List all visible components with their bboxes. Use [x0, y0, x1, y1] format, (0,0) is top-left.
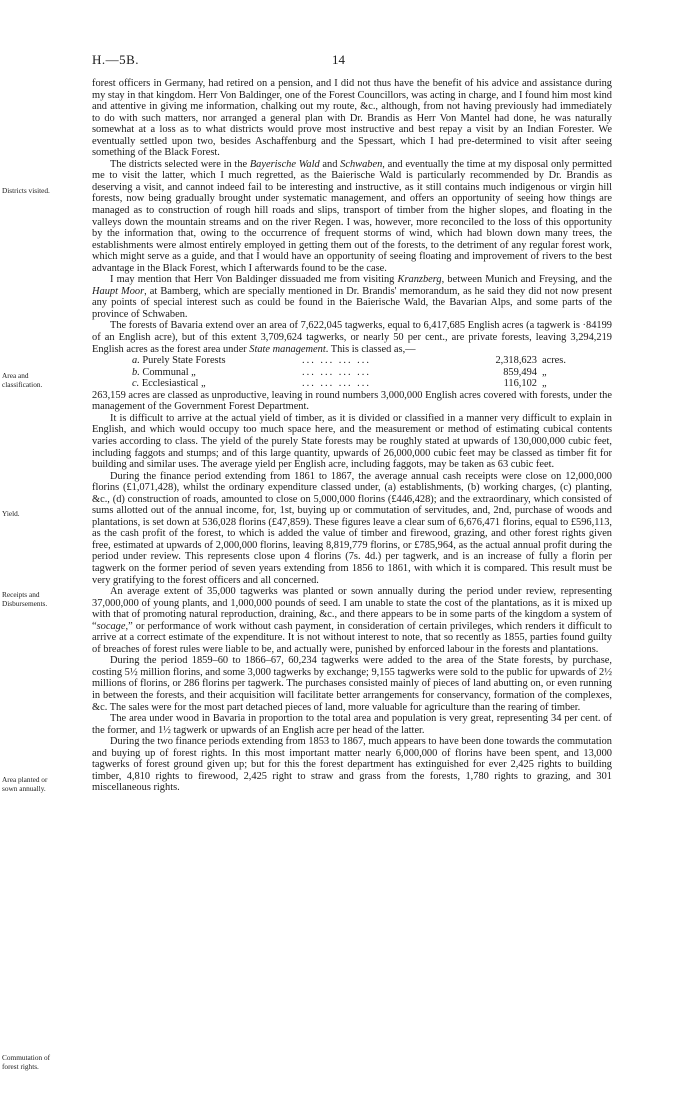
page-number: 14 — [332, 52, 345, 67]
margin-note-planted — [2, 776, 92, 793]
paragraph-planted — [92, 586, 612, 655]
classification-value: 859,494 — [503, 366, 537, 378]
margin-note-line: Commutation of — [2, 1053, 51, 1062]
classification-label — [132, 378, 206, 390]
paragraph: During the period 1859–60 to 1866–67, 60,234 tagwerks were added to the area of the State forests, by purchase, costing 5½ million florins, and some 3,000 tagwerks by exchange; 9,155 tagwerks were sold to the public for upwards of 2½ millions of florins, or 286 florins per tagwerk. The purchases consisted mainly of pieces of land abutting on, or even running in between the forests, and their acquisition will facilitate better arrangements for conservancy, formation of the complexes, &c. The sales were for the most part detached pieces of land, more valuable for agriculture than the rearing of timber. — [92, 655, 612, 713]
classification-letter: b. — [132, 366, 140, 378]
classification-name: Communal „ — [142, 366, 196, 378]
margin-note-line: Receipts and — [2, 590, 40, 599]
classification-unit: „ — [542, 378, 547, 390]
italic-term: Haupt Moor — [92, 285, 145, 297]
paragraph — [92, 274, 612, 320]
margin-note-yield — [2, 510, 92, 519]
margin-note-districts — [2, 187, 92, 196]
classification-letter: c. — [132, 378, 140, 390]
italic-term: State management — [249, 343, 326, 355]
margin-note-line: forest rights. — [2, 1061, 39, 1071]
margin-note-line: classification. — [2, 379, 43, 389]
classification-unit: acres. — [542, 355, 566, 367]
classification-letter: a. — [132, 355, 140, 367]
classification-row — [92, 355, 612, 367]
margin-note-line: sown annually. — [2, 783, 46, 793]
classification-label — [132, 367, 196, 379]
italic-term: socage — [96, 620, 126, 632]
text-run: , at Bamberg, which are specially mentioned in Dr. Brandis' memorandum, as he said they did not now present any points of special interest such as could be found in the Baierische Wald, the Bavarian Alps, and some parts of the province of Schwaben. — [92, 285, 612, 320]
text-run: . This is classed as,— — [325, 343, 416, 355]
margin-note-line: Area planted or — [2, 775, 48, 784]
classification-row — [92, 367, 612, 379]
paragraph: 263,159 acres are classed as unproductive, leaving in round numbers 3,000,000 English acres covered with forests, under the management of the Government Forest Department. — [92, 389, 612, 413]
italic-term: Schwaben — [340, 158, 383, 170]
italic-term: Kranzberg — [397, 274, 442, 286]
text-run: I may mention that Herr Von Baldinger dissuaded me from visiting — [110, 274, 398, 286]
classification-value: 2,318,623 — [495, 355, 537, 367]
margin-note-line: Districts visited. — [2, 186, 50, 195]
body-text — [92, 78, 612, 794]
leader-dots: ... ... ... ... — [302, 378, 371, 390]
margin-note-commutation — [2, 1054, 92, 1071]
classification-value: 116,102 — [503, 378, 537, 390]
text-run: , between Munich and Freysing, and the — [441, 274, 612, 286]
paragraph-districts — [92, 159, 612, 274]
italic-term: Bayerische Wald — [249, 158, 320, 170]
margin-note-line: Disbursements. — [2, 598, 48, 608]
margin-note-line: Area and — [2, 371, 29, 380]
classification-list — [92, 355, 612, 390]
classification-row — [92, 378, 612, 390]
margin-note-area — [2, 372, 92, 389]
classification-unit: „ — [542, 366, 547, 378]
section-code: H.—5B. — [92, 52, 140, 67]
text-run: ,” or performance of work without cash payment, in consideration of certain privileges, which renders it difficult to arrive at a correct estimate of the expenditure. It is not without interest to note, that so recently as 1855, parties found guilty of breaches of forest rules were liable to be, and actually were, punished by enforced labour in the forests and plantations. — [92, 620, 612, 655]
paragraph: The area under wood in Bavaria in proportion to the total area and population is very great, representing 34 per cent. of the former, and 1½ tagwerk or upwards of an English acre per head of the latter. — [92, 713, 612, 736]
paragraph-receipts: During the finance period extending from 1861 to 1867, the average annual cash receipts were close on 12,000,000 florins (£1,071,428), whilst the ordinary expenditure classed under, (a) establishments, (b) working charges, (c) planting, &c., (d) construction of roads, amounted to close on 5,000,000 florins (£446,428); and the extraordinary, which consisted of sums allotted out of the annual income, for, 1st, buying up or commutation of servitudes, and, 2nd, purchase of woods and plantations, is set down at 536,028 florins (£47,859). These figures leave a clear sum of 6,676,471 florins, equal to £596,113, as the cash profit of the forest, to which is added the value of timber and firewood, grazing, and other forest rights given free, estimated at upwards of 2,000,000 florins, leaving 8,819,779 florins, or £785,964, as the actual annual profit during the period under review. This represents close upon 4 florins (7s. 4d.) per tagwerk, and is an increase of fully a florin per tagwerk on the former period of seven years extending from 1856 to 1861, with which it is compared. This result must be very gratifying to the forest officers and all concerned. — [92, 470, 613, 586]
leader-dots: ... ... ... ... — [302, 355, 371, 367]
paragraph: forest officers in Germany, had retired on a pension, and I did not thus have the benefit of his advice and assistance during my stay in that kingdom. Herr Von Baldinger, one of the Forest Councillors, was acting in charge, and I found him most kind and attentive in giving me information, chalking out my route, &c., although, from not having previously had immediately to do with such matters, nor arranged a general plan with Dr. Brandis as Herr Von Mantel had done, he was naturally somewhat at a loss as to what districts would prove most instructive and best repay a visit by an Indian Forester. We eventually settled upon two, besides Aschaffenburg and the Spessart, which I had pre-determined to visit after seeing something of the Black Forest. — [92, 78, 612, 159]
paragraph-commutation: During the two finance periods extending from 1853 to 1867, much appears to have been done towards the commutation and buying up of forest rights. In this most important matter nearly 6,000,000 of florins have been spent, and 13,000 tagwerks of forest ground given up; but for this the forest department has extinguished for ever 2,425 rights to building timber, 4,810 rights to firewood, 2,425 right to straw and grass from the forests, 1,780 rights to grazing, and 301 miscellaneous rights. — [92, 736, 612, 794]
text-run: An average extent of 35,000 tagwerks was planted or sown annually during the period under review, representing 37,000,000 of young plants, and 1,000,000 pounds of seed. I am unable to state the cost of the plantations, as it is mixed up with that of promoting natural reproduction, draining, &c., and there appears to be in some parts of the kingdom a system of “ — [92, 586, 612, 632]
page-header — [92, 52, 612, 68]
classification-name: Purely State Forests — [142, 355, 226, 367]
text-run: , and eventually the time at my disposal only permitted me to visit the latter, which I much regretted, as the Baierische Wald is particularly recommended by Dr. Brandis as deserving a visit, and cannot indeed fail to be interesting and instructive, as it still contains much indigenous or virgin hill forests, now being gradually brought under systematic management, and offers an opportunity of seeing how things are managed as to construction of rough hill roads and slips, transport of timber from the higher slopes, and floating in the valleys down the mountain streams and on the river Regen. I was, however, more reconciled to the loss of this opportunity by the information that, owing to the occurrence of frequent storms of wind, which had blown down many trees, the establishments were almost entirely employed in getting them out of the forests, to the detriment of any regular forest work, which might serve as a guide, and that I would have an opportunity of seeing floating and improvement of rivers to the best advantage in the Black Forest, which I afterwards found to be the case. — [92, 158, 612, 274]
paragraph-yield: It is difficult to arrive at the actual yield of timber, as it is divided or classified in a manner very difficult to explain in English, and which would occupy too much space here, and the measurement or method of estimating cubical contents varies according to class. The yield of the purely State forests may be roughly stated at upwards of 130,000,000 cubic feet, including faggots and stumps; and of this large quantity, upwards of 26,000,000 cubic feet may be classed as timber fit for building and similar uses. The average yield per English acre, including faggots, may be taken as 63 cubic feet. — [92, 412, 612, 471]
classification-label — [132, 355, 226, 367]
text-run: The forests of Bavaria extend over an area of 7,622,045 tagwerks, equal to 6,417,685 English acres (a tagwerk is ·84199 of an English acre), but of this extent 3,709,624 tagwerks, or nearly 50 per cent., are private forests, leaving 3,294,219 English acres as the forest area under — [92, 320, 612, 355]
text-run: The districts selected were in the — [110, 158, 250, 170]
margin-note-line: Yield. — [2, 509, 20, 518]
margin-note-receipts — [2, 591, 92, 608]
paragraph-area — [92, 320, 612, 355]
text-run: and — [319, 158, 341, 170]
classification-name: Ecclesiastical „ — [141, 378, 206, 390]
leader-dots: ... ... ... ... — [302, 366, 371, 378]
